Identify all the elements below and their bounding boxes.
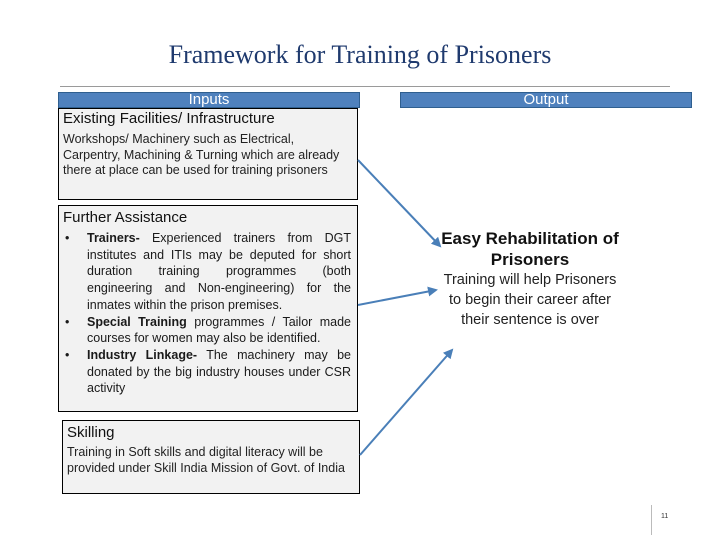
arrow-existing-to-output <box>358 160 440 246</box>
bullet-marker: • <box>65 347 70 362</box>
item-bold-label: Industry Linkage- <box>87 347 198 362</box>
item-text: The machinery may be donated by the big industry houses under CSR activity <box>87 347 351 396</box>
skilling-text: Training in Soft skills and digital literacy will be provided under Skill India Mission of Govt. of India <box>67 445 345 475</box>
skilling-title: Skilling <box>67 424 115 441</box>
existing-facilities-title: Existing Facilities/ Infrastructure <box>63 110 275 127</box>
further-assistance-title: Further Assistance <box>63 209 188 226</box>
item-text: programmes / Tailor made courses for women may also be identified. <box>87 314 351 346</box>
output-title: Easy Rehabilitation of Prisoners <box>441 229 619 269</box>
item-bold-label: Trainers- <box>87 231 140 245</box>
inputs-header: Inputs <box>58 92 360 108</box>
arrow-further-to-output <box>358 290 436 305</box>
output-header: Output <box>400 92 692 108</box>
page-number-divider <box>651 505 652 535</box>
page-number: 11 <box>661 513 669 520</box>
bullet-marker: • <box>65 314 70 329</box>
output-text: Training will help Prisoners to begin their career after their sentence is over <box>443 272 617 328</box>
existing-facilities-text: Workshops/ Machinery such as Electrical, Carpentry, Machining & Turning which are already there at place can be used for training prisoners <box>63 132 340 177</box>
page-title: Framework for Training of Prisoners <box>168 40 552 69</box>
item-bold-label: Special Training <box>87 314 187 329</box>
bullet-marker: • <box>65 231 70 245</box>
item-text: Experienced trainers from DGT institutes and ITIs may be deputed for short duration training programmes (both engineering and Non-engineering) for the inmates within the prison premises. <box>87 231 351 312</box>
arrow-skilling-to-output <box>360 350 452 455</box>
